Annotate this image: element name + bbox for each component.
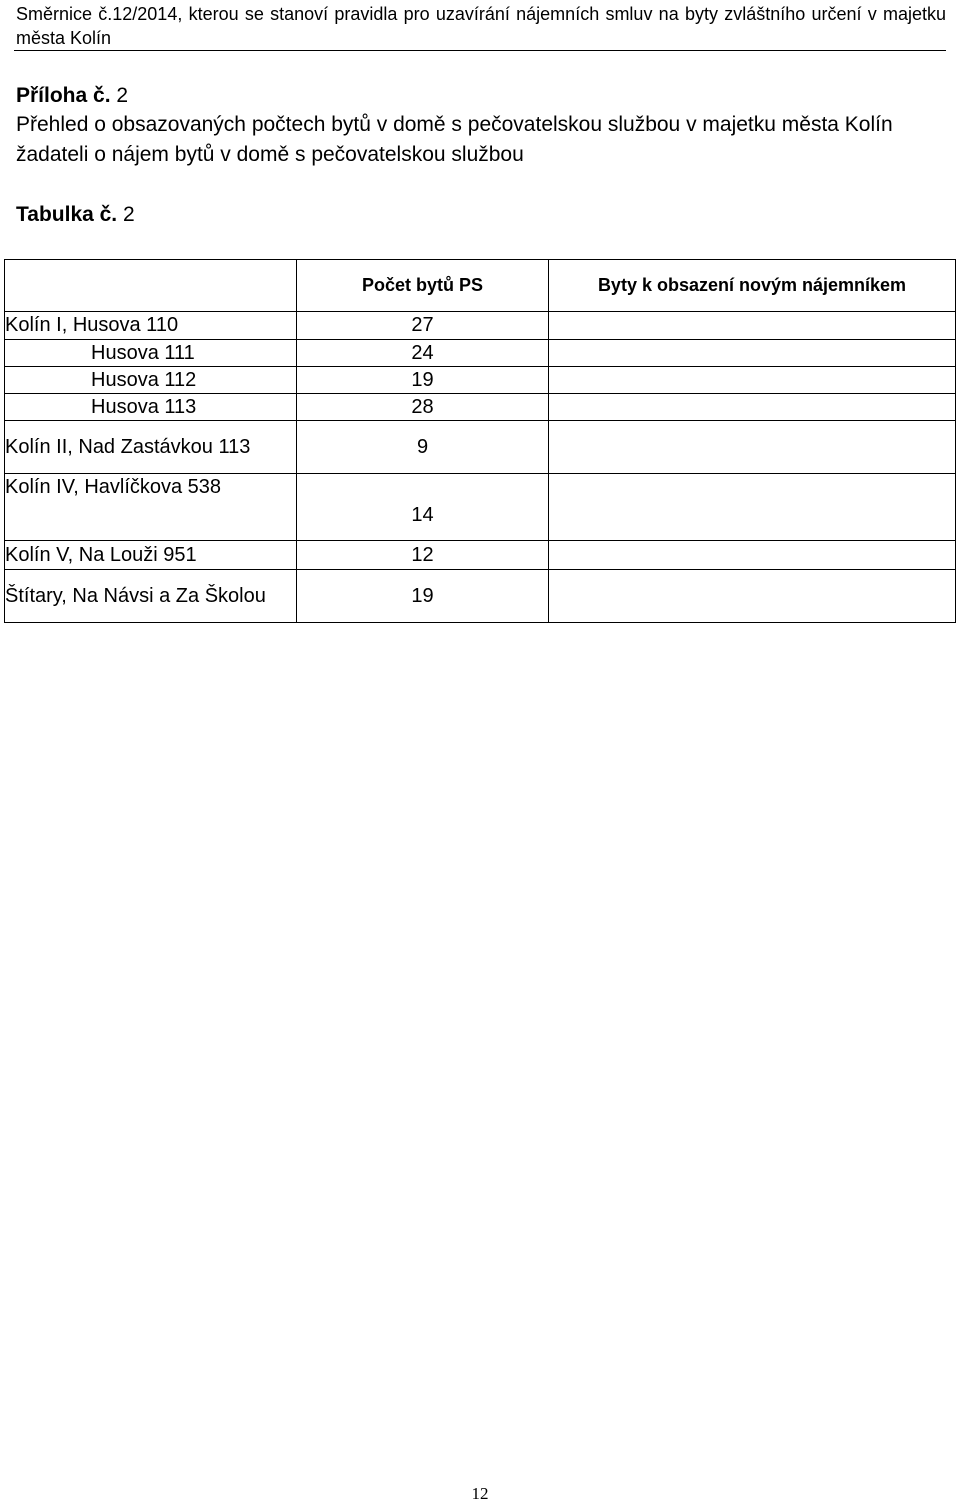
table-row <box>5 570 956 623</box>
row-count: 12 <box>297 541 549 570</box>
column-header-address <box>5 260 297 312</box>
row-available <box>549 394 956 421</box>
row-available <box>549 312 956 340</box>
row-count: 28 <box>297 394 549 421</box>
annex-description: Přehled o obsazovaných počtech bytů v domě s pečovatelskou službou v majetku města Kolín žadateli o nájem bytů v domě s pečovatelskou službou <box>16 113 893 166</box>
annex-title <box>16 84 128 108</box>
annex-label: Příloha č. <box>16 84 111 107</box>
row-count: 14 <box>297 474 549 541</box>
document-header: Směrnice č.12/2014, kterou se stanoví pravidla pro uzavírání nájemních smluv na byty zvláštního určení v majetku města Kolín <box>16 4 946 48</box>
table-row <box>5 421 956 474</box>
row-available <box>549 474 956 541</box>
row-count: 19 <box>297 570 549 623</box>
row-address: Štítary, Na Návsi a Za Školou <box>5 570 297 623</box>
row-address: Husova 111 <box>5 340 297 367</box>
row-available <box>549 340 956 367</box>
table-title-label: Tabulka č. <box>16 203 118 226</box>
column-header-count: Počet bytů PS <box>297 260 549 312</box>
table-title-number: 2 <box>123 203 135 226</box>
row-address: Husova 112 <box>5 367 297 394</box>
row-address: Kolín II, Nad Zastávkou 113 <box>5 421 297 474</box>
row-available <box>549 421 956 474</box>
table-header-row <box>5 260 956 312</box>
row-count: 19 <box>297 367 549 394</box>
row-address: Husova 113 <box>5 394 297 421</box>
row-count: 9 <box>297 421 549 474</box>
row-available <box>549 570 956 623</box>
header-divider <box>14 50 946 51</box>
column-header-available: Byty k obsazení novým nájemníkem <box>549 260 956 312</box>
row-address: Kolín V, Na Louži 951 <box>5 541 297 570</box>
table-title <box>16 203 135 227</box>
row-address: Kolín I, Husova 110 <box>5 312 297 340</box>
row-count: 27 <box>297 312 549 340</box>
apartments-table <box>4 259 956 623</box>
table-row <box>5 340 956 367</box>
row-address: Kolín IV, Havlíčkova 538 <box>5 474 297 541</box>
table-row <box>5 541 956 570</box>
table-row <box>5 394 956 421</box>
annex-number: 2 <box>116 84 129 107</box>
page-number: 12 <box>471 1484 489 1503</box>
table-row <box>5 312 956 340</box>
table-row <box>5 474 956 541</box>
table-row <box>5 367 956 394</box>
row-available <box>549 367 956 394</box>
row-count: 24 <box>297 340 549 367</box>
row-available <box>549 541 956 570</box>
